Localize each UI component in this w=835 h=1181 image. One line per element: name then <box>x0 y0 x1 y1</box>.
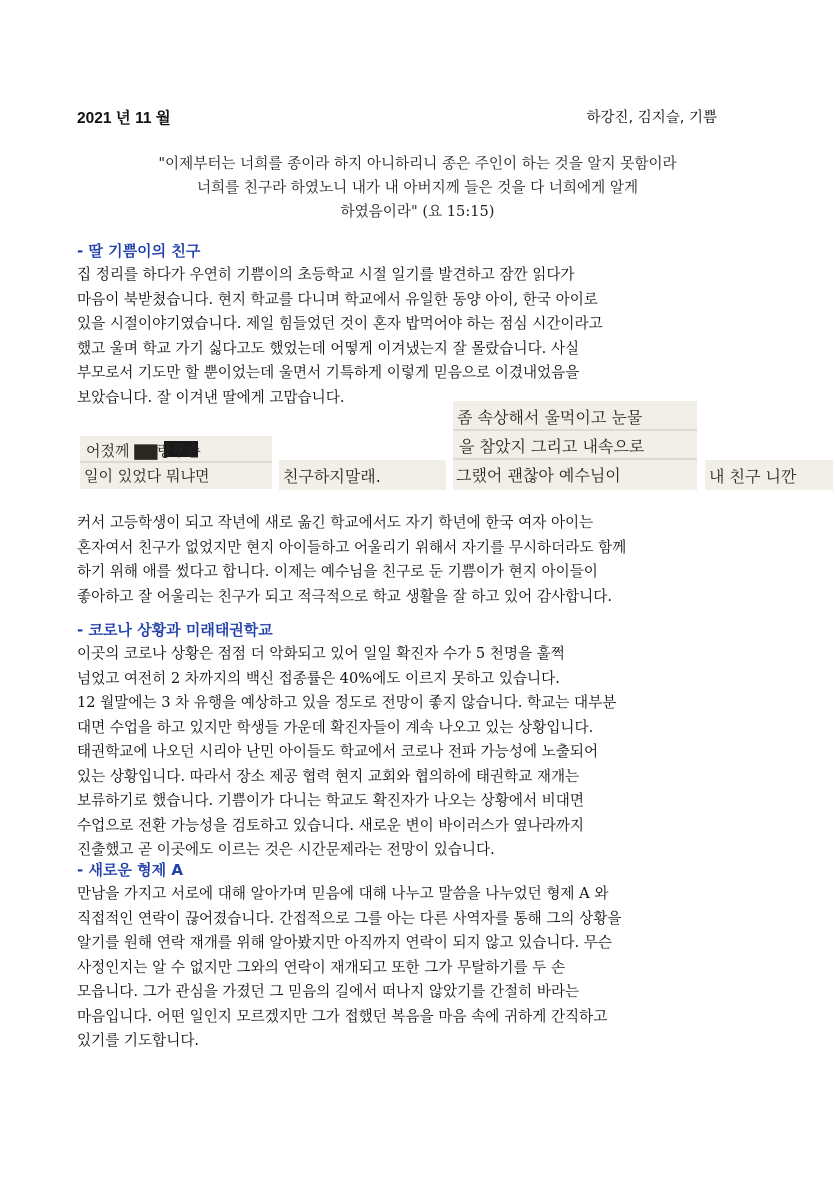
paragraph <box>77 511 767 609</box>
diary-text-line: 좀 속상해서 울먹이고 눈물 <box>457 408 643 427</box>
diary-text-line: 을 참았지 그리고 내속으로 <box>459 437 645 456</box>
paragraph-line: 보류하기로 했습니다. 기쁨이가 다니는 학교도 확진자가 나오는 상황에서 비대면 <box>77 792 584 809</box>
paragraph-line: 태권학교에 나오던 시리아 난민 아이들도 학교에서 코로나 전파 가능성에 노출되어 <box>77 743 599 760</box>
diary-clip-3 <box>453 401 697 490</box>
paragraph-line: 넘었고 여전히 2 차까지의 백신 접종률은 40%에도 이르지 못하고 있습니다. <box>77 669 560 687</box>
document-date: 2021 년 11 월 <box>77 110 171 127</box>
paragraph-line: 대면 수업을 하고 있지만 학생들 가운데 확진자들이 계속 나오고 있는 상황입니다. <box>77 718 594 736</box>
verse-line: "이제부터는 너희를 종이라 하지 아니하리니 종은 주인이 하는 것을 알지 못함이라 <box>158 155 677 172</box>
diary-clip-1-image <box>80 436 272 489</box>
paragraph-line: 부모로서 기도만 할 뿐이었는데 울면서 기특하게 이렇게 믿음으로 이겼내었음을 <box>77 364 580 381</box>
paragraph-line: 사정인지는 알 수 없지만 그와의 연락이 재개되고 또한 그가 무탈하기를 두 손 <box>77 958 566 976</box>
paragraph-line: 마음입니다. 어떤 일인지 모르겠지만 그가 접했던 복음을 마음 속에 귀하게 간직하고 <box>77 1007 608 1025</box>
diary-clip-2-image <box>279 460 446 490</box>
bible-verse <box>60 152 775 224</box>
diary-clip-4 <box>705 460 833 490</box>
paragraph-line: 집 정리를 하다가 우연히 기쁨이의 초등학교 시절 일기를 발견하고 잠깐 읽다가 <box>77 266 575 283</box>
diary-clip-4-image <box>705 460 833 490</box>
verse-line: 너희를 친구라 하였노니 내가 내 아버지께 들은 것을 다 너희에게 알게 <box>196 179 639 196</box>
paragraph-line: 했고 울며 학교 가기 싫다고도 했었는데 어떻게 이겨냈는지 잘 몰랐습니다. 사실 <box>77 339 580 357</box>
paragraph-line: 마음이 북받쳤습니다. 현지 학교를 다니며 학교에서 유일한 동양 아이, 한국 아이로 <box>77 290 598 308</box>
paragraph <box>77 882 767 1054</box>
paragraph-line: 이곳의 코로나 상황은 점점 더 악화되고 있어 일일 확진자 수가 5 천명을 훌쩍 <box>77 645 565 662</box>
section-heading: - 코로나 상황과 미래태권학교 <box>77 621 273 639</box>
paragraph-line: 만남을 가지고 서로에 대해 알아가며 믿음에 대해 나누고 말씀을 나누었던 형제 A 와 <box>77 885 609 902</box>
diary-clip-3-image <box>453 401 697 490</box>
paragraph-line: 보았습니다. 잘 이겨낸 딸에게 고맙습니다. <box>77 388 345 406</box>
diary-text-line: 그랬어 괜찮아 예수님이 <box>456 466 621 485</box>
paragraph <box>77 263 767 410</box>
paragraph-line: 있기를 기도합니다. <box>77 1032 200 1049</box>
verse-line: 하였음이라" (요 15:15) <box>340 203 495 220</box>
paragraph-line: 커서 고등학생이 되고 작년에 새로 옮긴 학교에서도 자기 학년에 한국 여자 아이는 <box>77 514 594 531</box>
document-authors: 하강진, 김지슬, 기쁨 <box>586 110 717 126</box>
section-daughter-friend-continued <box>77 511 767 609</box>
paragraph-line: 모읍니다. 그가 관심을 가졌던 그 믿음의 길에서 떠나지 않았기를 간절히 바라는 <box>77 983 580 1000</box>
paragraph-line: 혼자여서 친구가 없었지만 현지 아이들하고 어울리기 위해서 자기를 무시하더라도 함께 <box>77 538 627 556</box>
paragraph-line: 12 월말에는 3 차 유행을 예상하고 있을 정도로 전망이 좋지 않습니다. 학교는 대부분 <box>77 694 617 711</box>
section-new-brother <box>77 858 767 1054</box>
paragraph-line: 하기 위해 애를 썼다고 합니다. 이제는 예수님을 친구로 둔 기쁨이가 현지 아이들이 <box>77 563 598 580</box>
section-corona-taekwon-school <box>77 618 767 863</box>
section-heading: - 새로운 형제 A <box>77 861 183 879</box>
paragraph-line: 진출했고 곧 이곳에도 이르는 것은 시간문제라는 전망이 있습니다. <box>77 841 495 858</box>
paragraph-line: 직접적인 연락이 끊어졌습니다. 간접적으로 그를 아는 다른 사역자를 통해 그의 상황을 <box>77 909 622 927</box>
diary-text-line: 일이 있었다 뭐냐면 <box>84 467 210 485</box>
paragraph-line: 알기를 원해 연락 재개를 위해 알아봤지만 아직까지 연락이 되지 않고 있습니다. 무슨 <box>77 934 612 951</box>
diary-text-line: 내 친구 니깐 <box>709 467 797 486</box>
paragraph-line: 수업으로 전환 가능성을 검토하고 있습니다. 새로운 변이 바이러스가 옆나라까지 <box>77 816 584 834</box>
diary-text-line: 친구하지말래. <box>283 467 381 486</box>
section-daughter-friend <box>77 239 767 410</box>
diary-text-line: 어젔께 ▇▇랑무슨 <box>86 442 201 460</box>
section-heading: - 딸 기쁨이의 친구 <box>77 242 201 260</box>
diary-clip-1 <box>80 436 272 489</box>
paragraph <box>77 642 767 863</box>
paragraph-line: 있을 시절이야기였습니다. 제일 힘들었던 것이 혼자 밥먹어야 하는 점심 시간이라고 <box>77 315 603 332</box>
paragraph-line: 있는 상황입니다. 따라서 장소 제공 협력 현지 교회와 협의하에 태권학교 재개는 <box>77 767 580 785</box>
diary-clip-2 <box>279 460 446 490</box>
paragraph-line: 좋아하고 잘 어울리는 친구가 되고 적극적으로 학교 생활을 잘 하고 있어 감사합니다. <box>77 587 612 605</box>
